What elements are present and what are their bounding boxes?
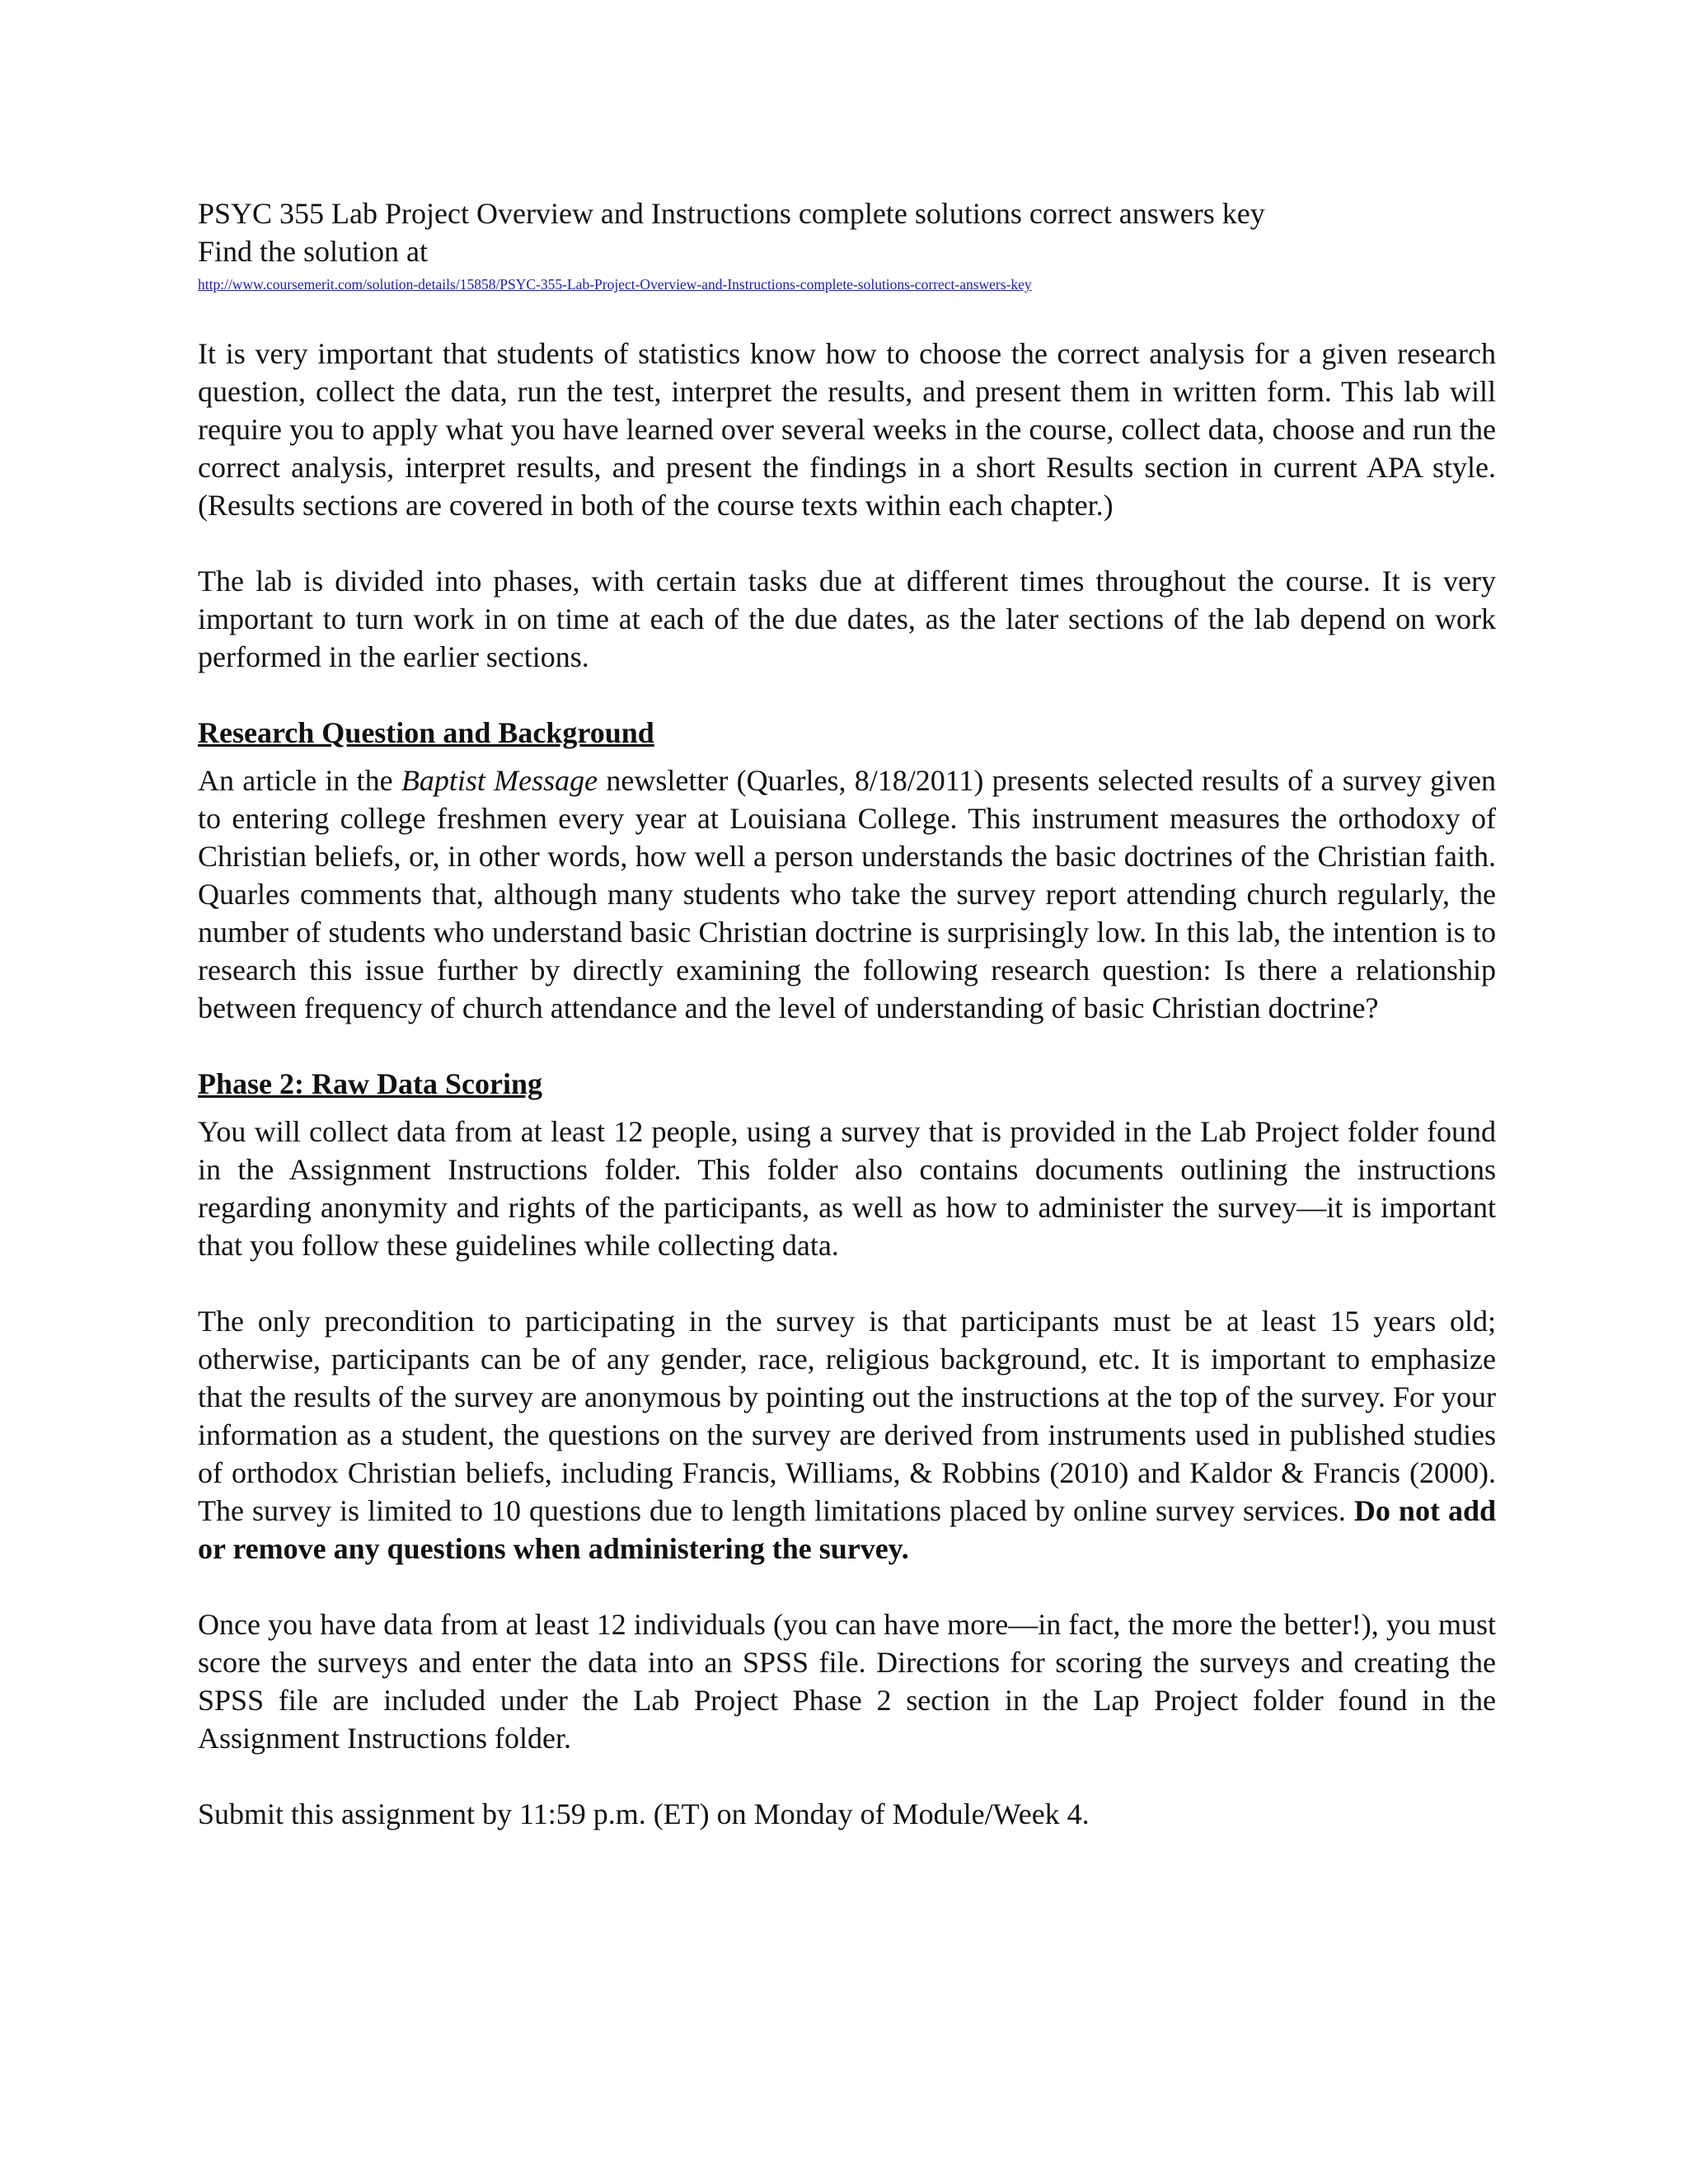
submission-deadline: Submit this assignment by 11:59 p.m. (ET) on Monday of Module/Week 4. <box>198 1797 1090 1830</box>
phase2-heading: Phase 2: Raw Data Scoring <box>198 1067 542 1100</box>
phase2-paragraph-2 <box>198 1302 1496 1568</box>
research-paragraph <box>198 762 1496 1027</box>
document-title: PSYC 355 Lab Project Overview and Instructions complete solutions correct answers key <box>198 197 1265 230</box>
research-text-start: An article in the <box>198 764 401 797</box>
intro-paragraph-2: The lab is divided into phases, with certain tasks due at different times throughout the course. It is very important to turn work in on time at each of the due dates, as the later sections of the lab depend on work performed in the earlier sections. <box>198 565 1496 673</box>
phase2-paragraph-3: Once you have data from at least 12 individuals (you can have more—in fact, the more the better!), you must score the surveys and enter the data into an SPSS file. Directions for scoring the surveys and creating the SPSS file are included under the Lab Project Phase 2 section in the Lap Project folder found in the Assignment Instructions folder. <box>198 1608 1496 1755</box>
solution-link[interactable]: http://www.coursemerit.com/solution-details/15858/PSYC-355-Lab-Project-Overview-and-Instructions-complete-solutions-correct-answers-key <box>198 276 1032 293</box>
document-page <box>198 194 1496 1833</box>
newsletter-title: Baptist Message <box>401 764 598 797</box>
find-solution-text: Find the solution at <box>198 235 428 268</box>
intro-paragraph-1: It is very important that students of statistics know how to choose the correct analysis for a given research question, collect the data, run the test, interpret the results, and present them in written form. This lab will require you to apply what you have learned over several weeks in the course, collect data, choose and run the correct analysis, interpret results, and present the findings in a short Results section in current APA style. (Results sections are covered in both of the course texts within each chapter.) <box>198 337 1496 522</box>
phase2-warning: Do not add or remove any questions when administering the survey. <box>198 1494 1496 1565</box>
research-text-rest: newsletter (Quarles, 8/18/2011) presents selected results of a survey given to entering college freshmen every year at Louisiana College. This instrument measures the orthodoxy of Christian beliefs, or, in other words, how well a person understands the basic doctrines of the Christian faith. Quarles comments that, although many students who take the survey report attending church regularly, the number of students who understand basic Christian doctrine is surprisingly low. In this lab, the intention is to research this issue further by directly examining the following research question: Is there a relationship between frequency of church attendance and the level of understanding of basic Christian doctrine? <box>198 764 1496 1024</box>
phase2-paragraph-2-text: The only precondition to participating in the survey is that participants must be at least 15 years old; otherwise, participants can be of any gender, race, religious background, etc. It is important to emphasize that the results of the survey are anonymous by pointing out the instructions at the top of the survey. For your information as a student, the questions on the survey are derived from instruments used in published studies of orthodox Christian beliefs, including Francis, Williams, & Robbins (2010) and Kaldor & Francis (2000). The survey is limited to 10 questions due to length limitations placed by online survey services. <box>198 1305 1496 1527</box>
phase2-paragraph-1: You will collect data from at least 12 people, using a survey that is provided in the Lab Project folder found in the Assignment Instructions folder. This folder also contains documents outlining the instructions regarding anonymity and rights of the participants, as well as how to administer the survey—it is important that you follow these guidelines while collecting data. <box>198 1115 1496 1262</box>
research-heading: Research Question and Background <box>198 716 654 749</box>
